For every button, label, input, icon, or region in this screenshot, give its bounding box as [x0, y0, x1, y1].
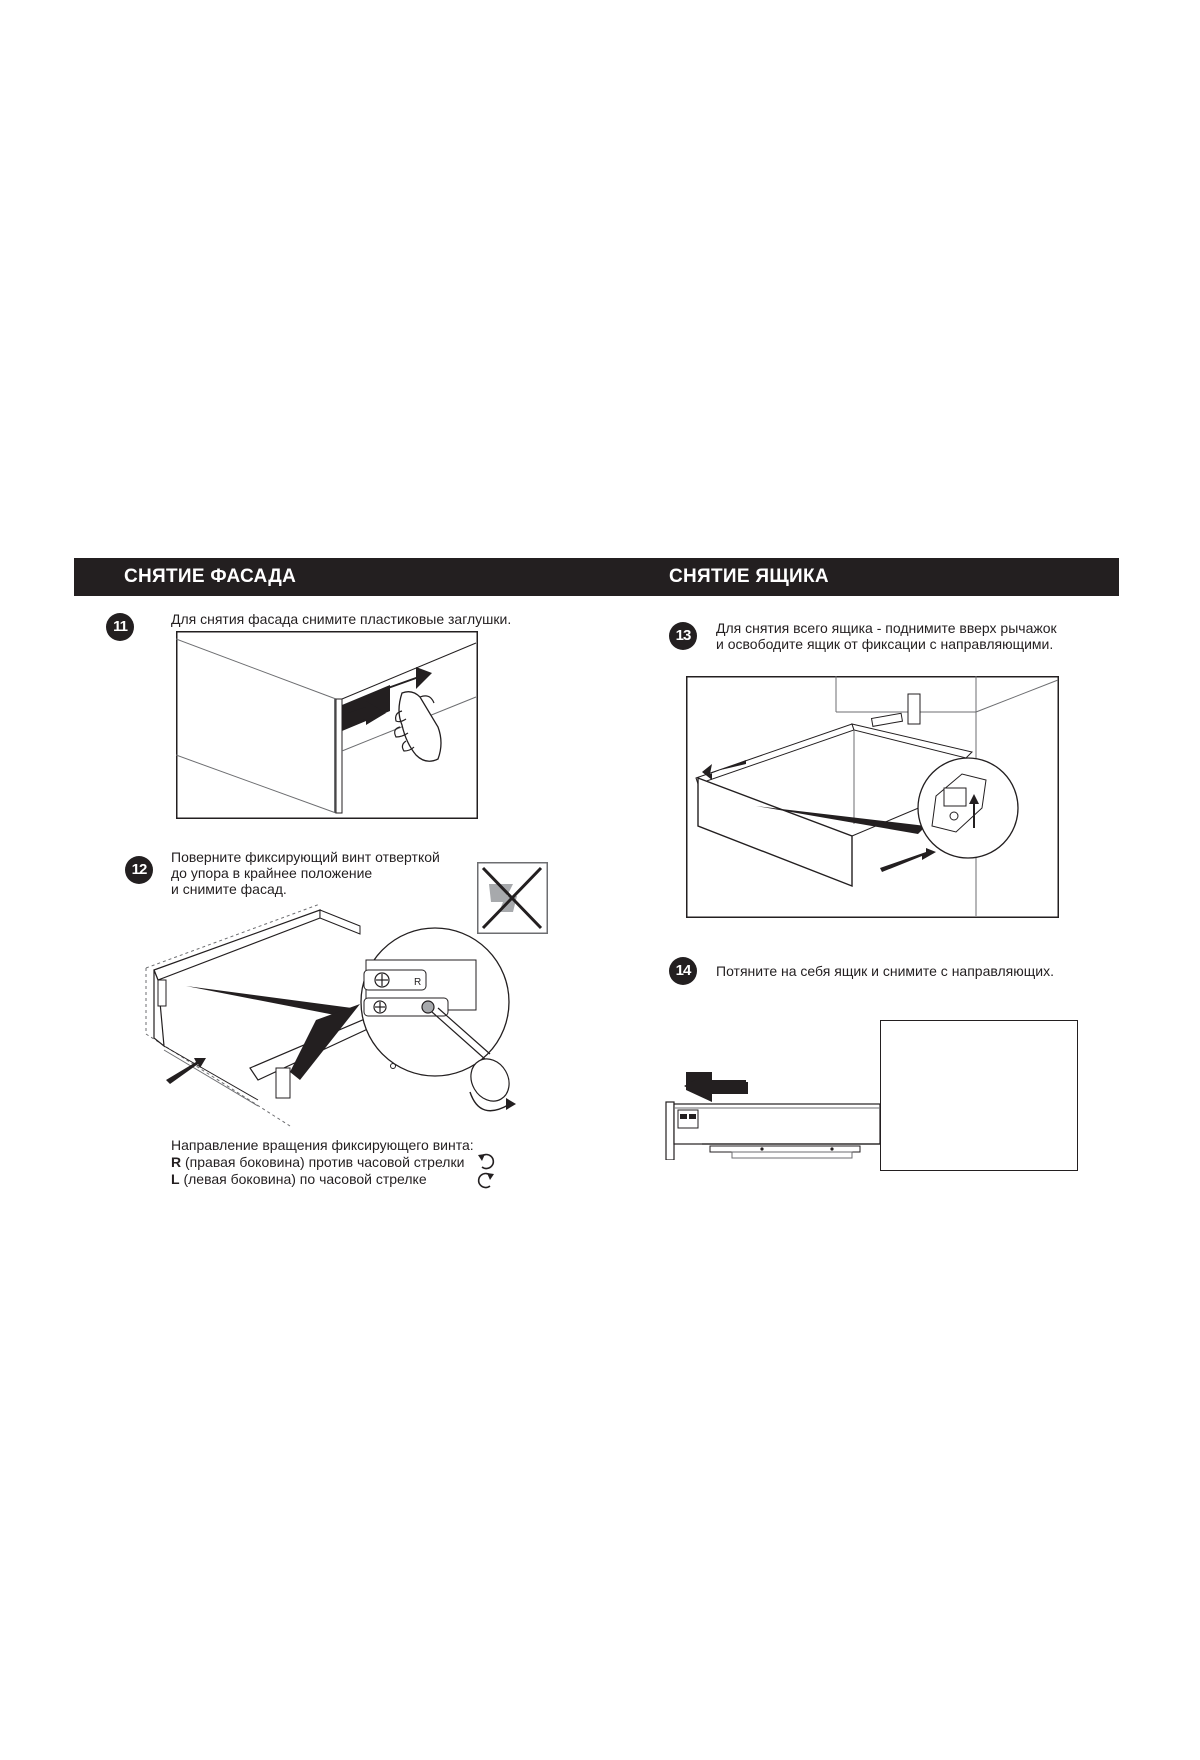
- rotation-note-l-text: (левая боковина) по часовой стрелке: [179, 1171, 427, 1187]
- side-mark-r: R: [414, 977, 422, 988]
- counterclockwise-arrow-icon: [476, 1151, 496, 1171]
- section-title-facade: СНЯТИЕ ФАСАДА: [124, 566, 297, 587]
- step-11-illustration: [176, 631, 478, 819]
- step-12-line1: Поверните фиксирующий винт отверткой: [171, 849, 440, 865]
- cabinet-outline: [880, 1020, 1078, 1171]
- section-title-drawer: СНЯТИЕ ЯЩИКА: [669, 566, 829, 587]
- step-13-line1: Для снятия всего ящика - поднимите вверх рычажок: [716, 620, 1057, 636]
- clockwise-arrow-icon: [476, 1170, 496, 1190]
- rotation-note-r: [171, 1154, 464, 1170]
- step-11-badge: 11: [106, 613, 134, 641]
- step-14-illustration: [662, 1068, 882, 1160]
- step-13-illustration: [686, 676, 1059, 918]
- step-13-badge: 13: [669, 622, 697, 650]
- rotation-note-l: [171, 1171, 427, 1187]
- step-13-line2: и освободите ящик от фиксации с направляющими.: [716, 636, 1054, 652]
- section-header-band: [74, 558, 1119, 596]
- rotation-note-r-text: (правая боковина) против часовой стрелки: [181, 1154, 465, 1170]
- step-12-illustration: [140, 900, 520, 1130]
- rotation-note-title: Направление вращения фиксирующего винта:: [171, 1137, 474, 1153]
- step-12-badge: 12: [125, 856, 153, 884]
- step-14-text: Потяните на себя ящик и снимите с направляющих.: [716, 963, 1054, 979]
- step-14-badge: 14: [669, 957, 697, 985]
- step-12-line2: до упора в крайнее положение: [171, 865, 373, 881]
- rotation-note-l-letter: L: [171, 1171, 180, 1187]
- step-11-text: Для снятия фасада снимите пластиковые заглушки.: [171, 611, 512, 627]
- step-12-line3: и снимите фасад.: [171, 881, 287, 897]
- rotation-note-r-letter: R: [171, 1154, 182, 1170]
